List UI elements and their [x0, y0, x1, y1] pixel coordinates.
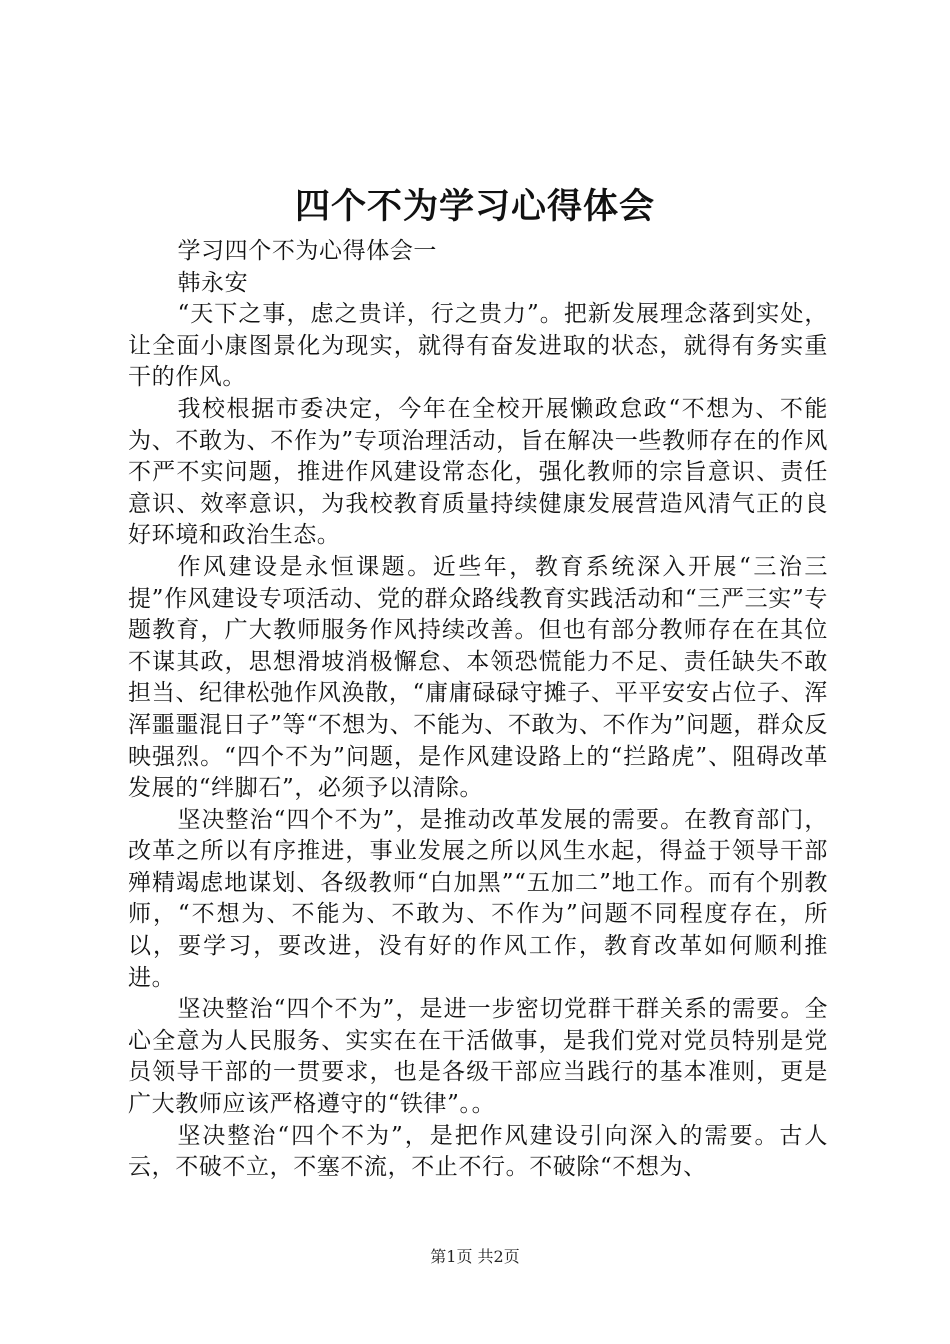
body-paragraph: 坚决整治“四个不为”，是把作风建设引向深入的需要。古人云，不破不立，不塞不流，不止不行。不破除“不想为、: [128, 1122, 828, 1181]
author-paragraph: 韩永安: [177, 269, 249, 296]
page-footer: 第1页 共2页: [430, 1247, 520, 1266]
body-paragraph: 坚决整治“四个不为”，是进一步密切党群干群关系的需要。全心全意为人民服务、实实在在干活做事，是我们党对党员特别是党员领导干部的一贯要求，也是各级干部应当践行的基本准则，更是广大教师应该严格遵守的“铁律”。。: [128, 996, 828, 1118]
body-paragraph: 坚决整治“四个不为”，是推动改革发展的需要。在教育部门，改革之所以有序推进，事业发展之所以风生水起，得益于领导干部殚精竭虑地谋划、各级教师“白加黑”“五加二”地工作。而有个别教师，“不想为、不能为、不敢为、不作为”问题不同程度存在，所以，要学习，要改进，没有好的作风工作，教育改革如何顺利推进。: [128, 806, 828, 991]
body-paragraph: 作风建设是永恒课题。近些年，教育系统深入开展“三治三提”作风建设专项活动、党的群众路线教育实践活动和“三严三实”专题教育，广大教师服务作风持续改善。但也有部分教师存在在其位不谋其政，思想滑坡消极懈怠、本领恐慌能力不足、责任缺失不敢担当、纪律松弛作风涣散，“庸庸碌碌守摊子、平平安安占位子、浑浑噩噩混日子”等“不想为、不能为、不敢为、不作为”问题，群众反映强烈。“四个不为”问题，是作风建设路上的“拦路虎”、阻碍改革发展的“绊脚石”，必须予以清除。: [128, 553, 828, 802]
body-paragraph: 我校根据市委决定，今年在全校开展懒政怠政“不想为、不能为、不敢为、不作为”专项治理活动，旨在解决一些教师存在的作风不严不实问题，推进作风建设常态化，强化教师的宗旨意识、责任意识、效率意识，为我校教育质量持续健康发展营造风清气正的良好环境和政治生态。: [128, 395, 828, 549]
document-title: 四个不为学习心得体会: [294, 186, 655, 227]
document-body: [128, 236, 828, 1184]
body-paragraph: “天下之事，虑之贵详，行之贵力”。把新发展理念落到实处，让全面小康图景化为现实，就得有奋发进取的状态，就得有务实重干的作风。: [128, 301, 828, 391]
subtitle-paragraph: 学习四个不为心得体会一: [177, 238, 438, 264]
